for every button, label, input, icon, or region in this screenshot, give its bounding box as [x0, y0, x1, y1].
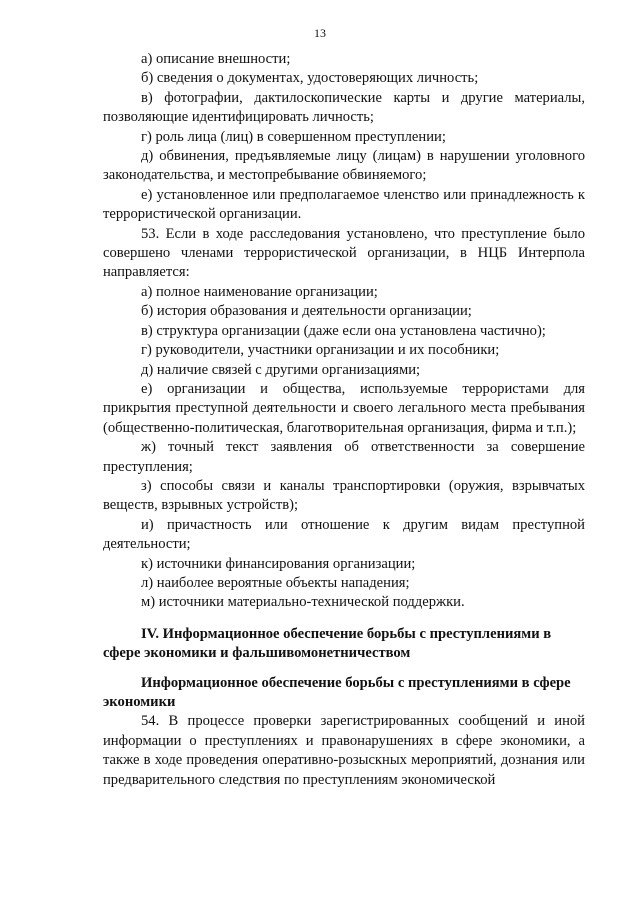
page-number: 13	[314, 26, 326, 40]
list-item: д) наличие связей с другими организациями;	[141, 361, 421, 378]
list-item: ж) точный текст заявления об ответственности за совершение преступления;	[103, 439, 585, 475]
list-item: з) способы связи и каналы транспортировки (оружия, взрывчатых веществ, взрывных устройств);	[103, 477, 585, 514]
list-item: к) источники финансирования организации;	[141, 555, 416, 572]
list-item: м) источники материально-технической поддержки.	[141, 594, 465, 611]
page-content	[103, 50, 585, 790]
list-item: б) сведения о документах, удостоверяющих личность;	[141, 70, 479, 87]
list-item: е) установленное или предполагаемое членство или принадлежность к террористической организации.	[103, 186, 585, 223]
list-item: в) фотографии, дактилоскопические карты и другие материалы, позволяющие идентифицировать личность;	[103, 89, 585, 126]
list-item: е) организации и общества, используемые террористами для прикрытия преступной деятельности и своего легального места пребывания (общественно-политическая, благотворительная организация, фирма и т.п.);	[103, 380, 585, 436]
paragraph-54: 54. В процессе проверки зарегистрированных сообщений и иной информации о преступлениях и правонарушениях в сфере экономики, а также в ходе проведения оперативно-розыскных мероприятий, дознания или предварительного следствия по преступлениям экономической	[103, 713, 585, 788]
list-item: д) обвинения, предъявляемые лицу (лицам) в нарушении уголовного законодательства, и местопребывание обвиняемого;	[103, 148, 585, 184]
paragraph-53-intro: 53. Если в ходе расследования установлено, что преступление было совершено членами террористической организации, в НЦБ Интерпола направляется:	[103, 225, 585, 281]
subsection-title: Информационное обеспечение борьбы с преступлениями в сфере экономики	[103, 674, 571, 710]
list-item: а) полное наименование организации;	[141, 283, 378, 300]
list-item: б) история образования и деятельности организации;	[141, 303, 472, 320]
section-title: IV. Информационное обеспечение борьбы с преступлениями в сфере экономики и фальшивомонетничеством	[103, 625, 552, 662]
list-item: г) руководители, участники организации и их пособники;	[141, 342, 500, 359]
list-item: и) причастность или отношение к другим видам преступной деятельности;	[103, 516, 585, 553]
list-item: а) описание внешности;	[141, 51, 291, 67]
list-item: л) наиболее вероятные объекты нападения;	[141, 574, 410, 591]
list-item: в) структура организации (даже если она установлена частично);	[141, 322, 546, 339]
list-item: г) роль лица (лиц) в совершенном преступлении;	[141, 128, 446, 145]
